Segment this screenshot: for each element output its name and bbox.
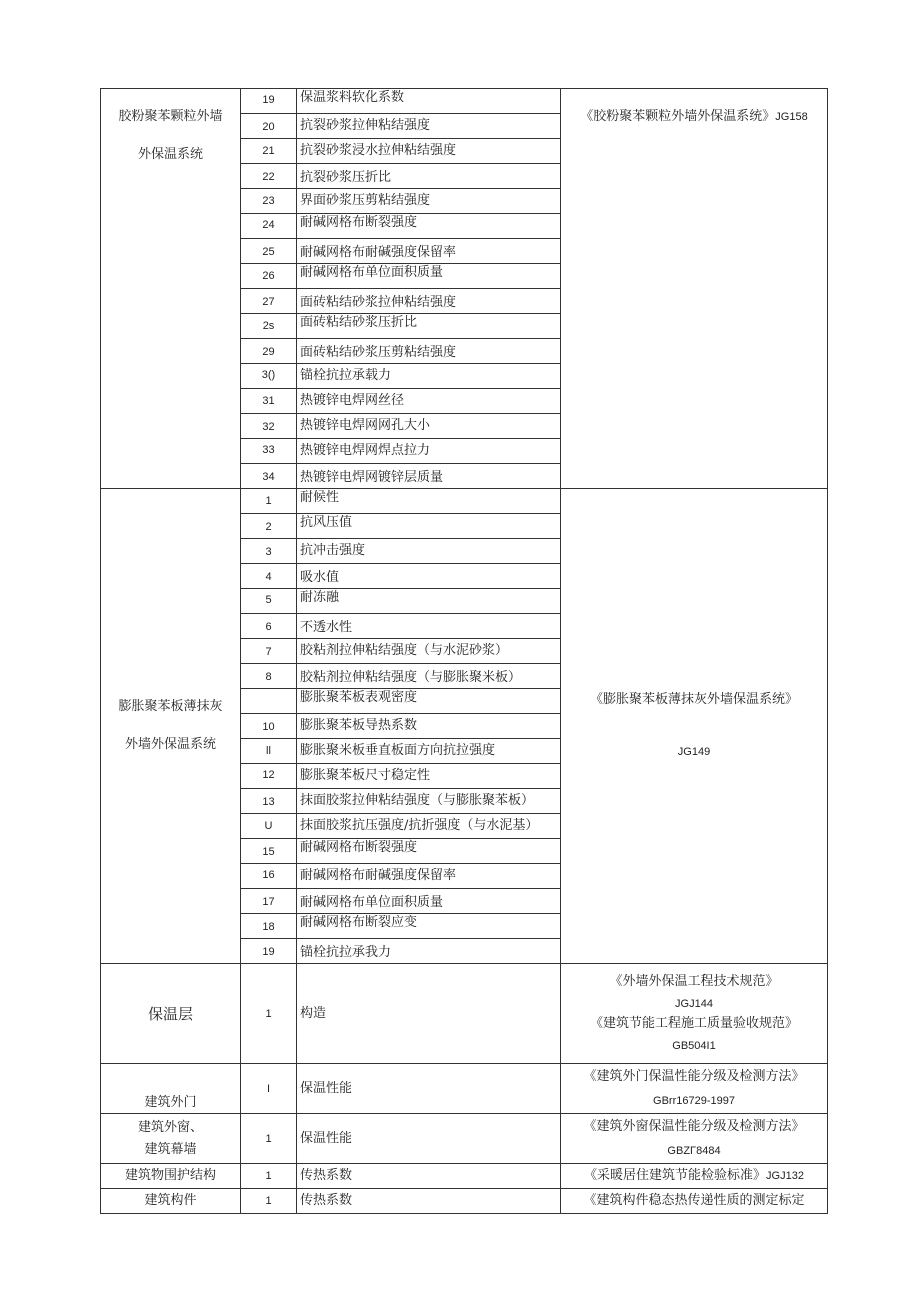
row-number: 5 [241, 589, 297, 614]
group-cell [101, 489, 241, 964]
row-number: 12 [241, 764, 297, 789]
standard-cell [561, 489, 828, 964]
test-item: 抹面胶浆拉伸粘结强度（与膨胀聚苯板） [297, 789, 561, 814]
row-number: 1 [241, 1164, 297, 1189]
row-number: 34 [241, 464, 297, 489]
row-number: 2 [241, 514, 297, 539]
row-number: 4 [241, 564, 297, 589]
test-item: 传热系数 [297, 1164, 561, 1189]
standard-cell [561, 1189, 828, 1214]
table-row [101, 964, 828, 1064]
row-number: 25 [241, 239, 297, 264]
group-cell [101, 1114, 241, 1164]
table-row [101, 1064, 828, 1114]
row-number: 32 [241, 414, 297, 439]
test-item: 抗裂砂浆浸水拉伸粘结强度 [297, 139, 561, 164]
test-item: 保温浆料软化系数 [297, 89, 561, 114]
row-number: 10 [241, 714, 297, 739]
standard-name: 《外墙外保温工程技术规范》 [609, 973, 779, 989]
row-number: U [241, 814, 297, 839]
table-row [101, 1189, 828, 1214]
test-item: 保温性能 [297, 1114, 561, 1164]
group-cell [101, 89, 241, 489]
standard-name: 《膨胀聚苯板薄抹灰外墙保温系统》 [589, 692, 798, 707]
test-items-table [100, 88, 828, 1214]
test-item: 耐碱网格布断裂强度 [297, 839, 561, 864]
test-item: 耐候性 [297, 489, 561, 514]
group-line: 建筑外窗、 [137, 1119, 203, 1135]
standard-cell [561, 964, 828, 1064]
group-cell: 建筑物围护结构 [101, 1164, 241, 1189]
section-polystyrene-granule [101, 89, 828, 489]
row-number: 1 [241, 1114, 297, 1164]
test-item: 面砖粘结砂浆拉伸粘结强度 [297, 289, 561, 314]
group-line: 膨胀聚苯板薄抹灰 [118, 699, 223, 714]
row-number: 27 [241, 289, 297, 314]
table-row [101, 1164, 828, 1189]
test-item: 膨胀聚苯板尺寸稳定性 [297, 764, 561, 789]
group-line: 外墙外保温系统 [124, 737, 216, 752]
test-item: 热镀锌电焊网焊点拉力 [297, 439, 561, 464]
standard-code: GB504I1 [672, 1039, 716, 1052]
standard-name: 《采暖居住建筑节能检验标准》 [584, 1168, 767, 1183]
row-number: 23 [241, 189, 297, 214]
row-number: 22 [241, 164, 297, 189]
test-item: 锚栓抗拉承载力 [297, 364, 561, 389]
row-number: 16 [241, 864, 297, 889]
standard-code: JGJ132 [766, 1170, 804, 1182]
row-number: 19 [241, 939, 297, 964]
test-item: 膨胀聚苯板表观密度 [297, 689, 561, 714]
test-item: 耐碱网格布单位面积质量 [297, 889, 561, 914]
test-item: 热镀锌电焊网网孔大小 [297, 414, 561, 439]
row-number: 21 [241, 139, 297, 164]
section-eps-board [101, 489, 828, 964]
row-number: 1 [241, 1189, 297, 1214]
standard-name: 《建筑外窗保温性能分级及检测方法》 [583, 1118, 805, 1134]
test-item: 抹面胶浆抗压强度/抗折强度（与水泥基） [297, 814, 561, 839]
test-item: 热镀锌电焊网丝径 [297, 389, 561, 414]
row-number: 19 [241, 89, 297, 114]
test-item: 耐碱网格布耐碱强度保留率 [297, 864, 561, 889]
row-number: 8 [241, 664, 297, 689]
test-item: 热镀锌电焊网镀锌层质量 [297, 464, 561, 489]
test-item: 耐碱网格布耐碱强度保留率 [297, 239, 561, 264]
row-number: 24 [241, 214, 297, 239]
table-row [101, 1114, 828, 1164]
test-item: 抗冲击强度 [297, 539, 561, 564]
test-item: 抗裂砂浆压折比 [297, 164, 561, 189]
section-tail [101, 964, 828, 1214]
standard-cell [561, 1064, 828, 1114]
table-row [101, 89, 828, 114]
row-number: 20 [241, 114, 297, 139]
standard-name: 《胶粉聚苯颗粒外墙外保温系统》 [580, 109, 776, 124]
row-number: 26 [241, 264, 297, 289]
row-number: 1 [241, 489, 297, 514]
test-item: 面砖粘结砂浆压折比 [297, 314, 561, 339]
standard-code: GBrr16729-1997 [653, 1094, 735, 1107]
test-item: 传热系数 [297, 1189, 561, 1214]
standard-cell [561, 1164, 828, 1189]
row-number: 33 [241, 439, 297, 464]
row-number: 6 [241, 614, 297, 639]
test-item: 耐碱网格布断裂应变 [297, 914, 561, 939]
row-number: 2s [241, 314, 297, 339]
row-number: 29 [241, 339, 297, 364]
group-line: 建筑幕墙 [144, 1141, 197, 1157]
row-number [241, 689, 297, 714]
test-item: 锚栓抗拉承我力 [297, 939, 561, 964]
test-item: 耐碱网格布断裂强度 [297, 214, 561, 239]
standard-cell [561, 1114, 828, 1164]
standard-code: JG158 [775, 111, 808, 123]
row-number: 31 [241, 389, 297, 414]
standard-cell [561, 89, 828, 489]
standard-name: 《建筑外门保温性能分级及检测方法》 [583, 1068, 805, 1084]
standard-code: JGJ144 [675, 997, 713, 1010]
standard-code: JG149 [677, 746, 711, 758]
test-item: 界面砂浆压剪粘结强度 [297, 189, 561, 214]
row-number: I [241, 1064, 297, 1114]
test-item: 膨胀聚米板垂直板面方向抗拉强度 [297, 739, 561, 764]
row-number: 3 [241, 539, 297, 564]
test-item: 耐冻融 [297, 589, 561, 614]
row-number: 18 [241, 914, 297, 939]
standard-code: GBZΓ8484 [667, 1144, 721, 1157]
test-item: 构造 [297, 964, 561, 1064]
test-item: 膨胀聚苯板导热系数 [297, 714, 561, 739]
standard-name: 《建筑构件稳态热传递性质的测定标定 [583, 1193, 805, 1208]
group-line: 外保温系统 [137, 147, 203, 162]
row-number: 7 [241, 639, 297, 664]
test-item: 耐碱网格布单位面积质量 [297, 264, 561, 289]
group-line: 胶粉聚苯颗粒外墙 [118, 109, 223, 124]
test-item: 不透水性 [297, 614, 561, 639]
group-cell: 保温层 [101, 964, 241, 1064]
test-item: 胶粘剂拉伸粘结强度（与膨胀聚米板） [297, 664, 561, 689]
row-number: 3() [241, 364, 297, 389]
test-item: 抗裂砂浆拉伸粘结强度 [297, 114, 561, 139]
test-item: 保温性能 [297, 1064, 561, 1114]
row-number: 17 [241, 889, 297, 914]
table-row [101, 489, 828, 514]
standard-name: 《建筑节能工程施工质量验收规范》 [589, 1015, 798, 1031]
test-item: 抗风压值 [297, 514, 561, 539]
test-item: 胶粘剂拉伸粘结强度（与水泥砂浆） [297, 639, 561, 664]
test-item: 吸水值 [297, 564, 561, 589]
group-cell: 建筑外门 [101, 1064, 241, 1114]
row-number: 1 [241, 964, 297, 1064]
row-number: 13 [241, 789, 297, 814]
test-item: 面砖粘结砂浆压剪粘结强度 [297, 339, 561, 364]
document-sheet [100, 88, 827, 1214]
row-number: 15 [241, 839, 297, 864]
row-number: ll [241, 739, 297, 764]
group-cell: 建筑构件 [101, 1189, 241, 1214]
